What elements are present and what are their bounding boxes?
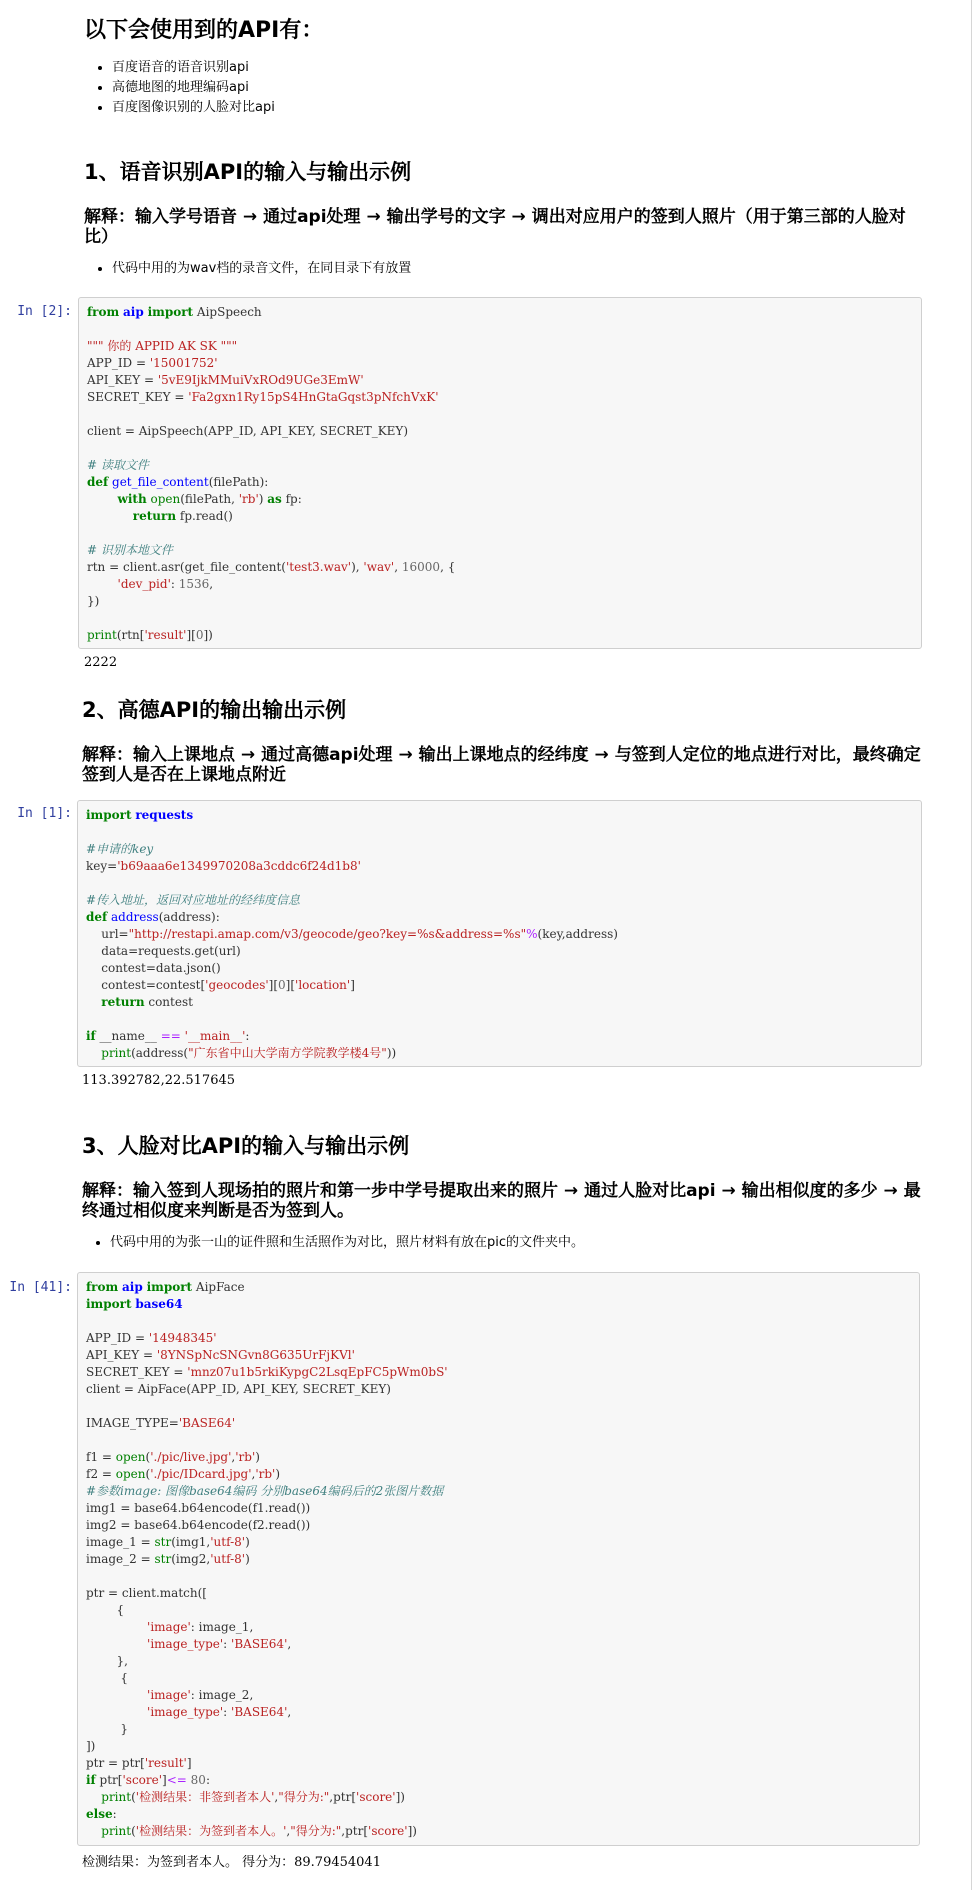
code-line [86,1483,911,1500]
code-token: ,ptr[ [329,1790,357,1804]
code-line [87,389,913,406]
code-token: SECRET_KEY = [87,390,189,404]
code-line [86,824,913,841]
code-token: 80 [190,1773,206,1787]
code-token: if [86,1773,96,1787]
code-token: 'location' [295,978,351,992]
code-token: f2 = [86,1467,116,1481]
intro-section [84,16,924,118]
code-line [87,474,913,491]
code-line [87,423,913,440]
code-token: with [117,492,147,506]
code-token: '14948345' [148,1331,217,1345]
code-token: : [170,577,179,591]
section2-explanation: 解释：输入上课地点 → 通过高德api处理 → 输出上课地点的经纬度 → 与签到人定位的地点进行对比，最终确定签到人是否在上课地点附近 [82,745,921,785]
section3-heading: 3、人脸对比API的输入与输出示例 [82,1134,410,1158]
code-token: ]) [395,1790,405,1804]
code-token: str [154,1552,172,1566]
code-token: (img1, [171,1535,211,1549]
code-token: ] [186,1756,192,1770]
code-token: import [86,808,132,822]
code-token: aip [122,1280,143,1294]
code-line [86,926,913,943]
code-line [86,1466,911,1483]
code-token: ]) [86,1739,96,1753]
code-token: open [115,1467,146,1481]
code-token [87,509,133,523]
code-token: , [394,560,402,574]
input-prompt: In [41]: [9,1280,72,1295]
code-line [86,1551,911,1568]
code-token: './pic/live.jpg' [150,1450,232,1464]
code-token: client = AipFace(APP_ID, API_KEY, SECRET_KEY) [86,1382,391,1396]
code-line [86,858,913,875]
code-line [87,440,913,457]
code-line [86,943,913,960]
code-token: ) [245,1535,250,1549]
section3-markdown [82,1132,922,1253]
code-line [86,1330,911,1347]
code-token: % [526,927,538,941]
code-token: data=requests.get(url) [86,944,241,958]
code-line [86,1721,911,1738]
code-token: { [86,1603,125,1617]
code-line [86,1772,911,1789]
code-token: SECRET_KEY = [86,1365,188,1379]
code-token: if [86,1029,96,1043]
code-line [86,1585,911,1602]
code-token: #传入地址，返回对应地址的经纬度信息 [86,893,301,907]
code-token: (address( [131,1046,189,1060]
list-item: • 高德地图的地理编码api [112,78,924,98]
code-token: 'image_type' [147,1705,224,1719]
code-token: : image_2, [190,1688,254,1702]
code-line [86,1045,913,1062]
code-line [86,1789,911,1806]
code-token: else [86,1807,113,1821]
code-editor[interactable] [78,297,922,649]
code-token: __name__ [95,1029,161,1043]
code-token: def [87,475,109,489]
code-token [86,1824,101,1838]
code-line [86,1568,911,1585]
code-token: 'score' [122,1773,163,1787]
code-token: ptr = client.match([ [86,1586,207,1600]
code-line [86,994,913,1011]
code-line [86,1653,911,1670]
code-line [86,1398,911,1415]
code-line [87,321,913,338]
code-token: IMAGE_TYPE= [86,1416,179,1430]
code-token: ( [131,1790,136,1804]
code-token: ,ptr[ [341,1824,369,1838]
code-line [87,542,913,559]
list-item: • 代码中用的为张一山的证件照和生活照作为对比，照片材料有放在pic的文件夹中。 [110,1233,922,1253]
code-token: API_KEY = [86,1348,157,1362]
code-line [87,593,913,610]
code-token: './pic/IDcard.jpg' [150,1467,252,1481]
code-token: 0 [195,628,204,642]
code-token: 'BASE64' [178,1416,236,1430]
code-token: base64 [135,1297,183,1311]
section1-explanation: 解释：输入学号语音 → 通过api处理 → 输出学号的文字 → 调出对应用户的签到人照片（用于第三部的人脸对比） [84,207,906,247]
code-line [87,576,913,593]
code-token: , [274,1790,279,1804]
code-token: 'test3.wav' [285,560,352,574]
code-token: 'image_type' [147,1637,224,1651]
code-token: 'rb' [238,492,259,506]
code-token: str [154,1535,172,1549]
code-token: fp: [281,492,302,506]
code-token: import [86,1297,132,1311]
code-token: "得分为:" [290,1824,342,1838]
code-token: ) [255,1450,260,1464]
code-token: 'utf-8' [210,1552,246,1566]
code-line [87,355,913,372]
code-token: 'BASE64' [231,1637,288,1651]
code-line [86,1313,911,1330]
code-token [86,1046,101,1060]
code-token: from [87,305,120,319]
code-token: aip [123,305,144,319]
list-item: • 百度图像识别的人脸对比api [112,98,924,118]
code-line [86,1823,911,1840]
code-line [86,1619,911,1636]
code-token: ptr[ [95,1773,123,1787]
page-right-border [971,0,972,1890]
code-line [86,960,913,977]
list-item: • 代码中用的为wav档的录音文件，在同目录下有放置 [112,259,924,279]
code-token: url= [86,927,129,941]
code-token: open [150,492,181,506]
code-token: #申请的key [86,842,154,856]
code-token: ] [162,1773,167,1787]
section1-heading: 1、语音识别API的输入与输出示例 [84,160,412,184]
code-token: : [205,1773,210,1787]
code-token: 'utf-8' [210,1535,246,1549]
code-line [87,457,913,474]
code-token: : image_1, [190,1620,254,1634]
code-token: 16000 [401,560,441,574]
code-token: 'Fa2gxn1Ry15pS4HnGtaGqst3pNfchVxK' [188,390,439,404]
code-token: # 识别本地文件 [87,543,173,557]
code-token: (filePath): [208,475,269,489]
code-token: , [251,1467,256,1481]
code-token: requests [135,808,194,822]
code-line [87,559,913,576]
code-token: '15001752' [149,356,218,370]
code-token: (img2, [171,1552,211,1566]
code-token: from [86,1280,119,1294]
code-token: contest=contest[ [86,978,206,992]
code-token: { [86,1671,128,1685]
code-token: , { [440,560,456,574]
code-token: AipFace [192,1280,245,1294]
code-token: import [147,305,194,319]
code-token: (filePath, [180,492,239,506]
code-token: # 读取文件 [87,458,149,472]
cell-output: 113.392782,22.517645 [82,1073,236,1088]
code-token: client = AipSpeech(APP_ID, API_KEY, SECRET_KEY) [87,424,409,438]
code-token: (address): [158,910,220,924]
code-token: "得分为:" [278,1790,330,1804]
code-line [86,1670,911,1687]
code-token [86,1790,101,1804]
code-token [87,577,118,591]
code-token: <= [166,1773,187,1787]
code-token: 'score' [368,1824,408,1838]
code-token: ( [145,1450,151,1464]
code-token: get_file_content [112,475,209,489]
code-token: ), [351,560,364,574]
code-line [87,406,913,423]
code-token: print [101,1046,132,1060]
code-line [86,1432,911,1449]
code-token: == [160,1029,181,1043]
code-token: 'image' [147,1620,191,1634]
code-line [86,1449,911,1466]
code-token: 'wav' [363,560,395,574]
code-token: }, [86,1654,128,1668]
code-token: open [115,1450,146,1464]
code-token: (rtn[ [116,628,145,642]
code-line [86,1011,913,1028]
code-token: ] [350,978,355,992]
code-token: : [112,1807,117,1821]
code-token: '__main__' [184,1029,246,1043]
code-line [86,1534,911,1551]
code-token: } [86,1722,128,1736]
code-line [86,1806,911,1823]
code-line [86,1755,911,1772]
section2-markdown [82,696,922,785]
code-token: f1 = [86,1450,116,1464]
code-token: 'rb' [255,1467,276,1481]
code-token: , [287,1637,292,1651]
section1-markdown [84,158,924,279]
code-token: print [101,1790,132,1804]
code-token: : [223,1705,232,1719]
code-token: ( [131,1824,136,1838]
code-token: 'b69aaa6e1349970208a3cddc6f24d1b8' [117,859,361,873]
code-token: def [86,910,108,924]
code-line [86,1636,911,1653]
intro-list [84,58,924,118]
code-line [86,1279,911,1296]
code-token: 'result' [144,1756,187,1770]
code-editor[interactable] [77,1272,920,1846]
code-token: return [132,509,177,523]
code-token: : [245,1029,250,1043]
code-token: img1 = base64.b64encode(f1.read()) [86,1501,311,1515]
code-line [86,1347,911,1364]
code-token: AipSpeech [193,305,262,319]
code-line [87,338,913,355]
code-token: img2 = base64.b64encode(f2.read()) [86,1518,311,1532]
code-line [87,525,913,542]
code-token: '检测结果：为签到者本人。' [135,1824,287,1838]
code-token: '检测结果：非签到者本人' [135,1790,275,1804]
code-token: ]) [203,628,213,642]
code-line [87,508,913,525]
code-token: ][ [186,628,196,642]
code-line [87,304,913,321]
code-token: APP_ID = [87,356,150,370]
code-token: key= [86,859,118,873]
code-line [86,1381,911,1398]
code-token: """ 你的 APPID AK SK """ [87,339,238,353]
code-token: ) [258,492,268,506]
code-token: , [209,577,214,591]
code-token: image_1 = [86,1535,155,1549]
code-token: 1536 [178,577,210,591]
intro-heading: 以下会使用到的API有： [84,18,324,43]
cell-output: 检测结果：为签到者本人。 得分为：89.79454041 [82,1855,381,1870]
code-token: )) [386,1046,397,1060]
code-token: 'dev_pid' [117,577,171,591]
code-token: print [87,628,117,642]
code-token: API_KEY = [87,373,158,387]
code-token: import [146,1280,193,1294]
code-token [86,1705,147,1719]
code-token: contest [144,995,193,1009]
code-token: ][ [285,978,296,992]
code-token: 'result' [144,628,187,642]
section3-notes [82,1233,922,1253]
code-line [87,491,913,508]
code-token: , [286,1824,291,1838]
code-token: 'mnz07u1b5rkiKypgC2LsqEpFC5pWm0bS' [187,1365,448,1379]
code-token: '5vE9IjkMMuiVxROd9UGe3EmW' [157,373,364,387]
input-prompt: In [1]: [17,806,72,821]
code-token [86,1620,147,1634]
code-token: : [223,1637,232,1651]
code-line [86,1602,911,1619]
code-line [86,1364,911,1381]
code-token: '8YNSpNcSNGvn8G635UrFjKVl' [156,1348,355,1362]
code-line [86,807,913,824]
list-item: • 百度语音的语音识别api [112,58,924,78]
code-line [86,892,913,909]
code-line [87,372,913,389]
code-line [86,1704,911,1721]
code-token: ( [145,1467,151,1481]
code-token: 'image' [147,1688,191,1702]
code-token: APP_ID = [86,1331,149,1345]
code-token: image_2 = [86,1552,155,1566]
code-token: ][ [268,978,279,992]
code-line [86,1517,911,1534]
code-line [87,627,913,644]
code-token: , [231,1450,236,1464]
code-token: 'rb' [235,1450,256,1464]
code-token [86,1637,147,1651]
code-line [86,1415,911,1432]
code-token: ]) [407,1824,417,1838]
code-token: return [101,995,145,1009]
code-line [86,977,913,994]
code-editor[interactable] [77,800,922,1067]
code-token: as [267,492,282,506]
code-line [87,610,913,627]
code-token: ) [245,1552,250,1566]
code-line [86,1296,911,1313]
code-token: , [287,1705,292,1719]
code-line [86,1687,911,1704]
code-token [86,995,101,1009]
code-token: address [111,910,159,924]
code-token [87,492,118,506]
code-token [86,1688,147,1702]
code-token: rtn = client.asr(get_file_content( [87,560,286,574]
code-line [86,909,913,926]
code-token: ) [275,1467,281,1481]
code-line [86,1028,913,1045]
section1-notes [84,259,924,279]
code-token: 'score' [356,1790,396,1804]
code-line [86,875,913,892]
code-token: 'geocodes' [205,978,269,992]
code-token: 'BASE64' [231,1705,288,1719]
code-token: "广东省中山大学南方学院教学楼4号" [188,1046,387,1060]
code-token: (key,address) [537,927,618,941]
code-line [86,1500,911,1517]
code-token: 0 [278,978,286,992]
code-token: fp.read() [176,509,233,523]
code-line [86,841,913,858]
cell-output: 2222 [84,655,118,670]
section3-explanation: 解释：输入签到人现场拍的照片和第一步中学号提取出来的照片 → 通过人脸对比api → 输出相似度的多少 → 最终通过相似度来判断是否为签到人。 [82,1181,921,1221]
code-token: }) [87,594,100,608]
section2-heading: 2、高德API的输出输出示例 [82,698,347,722]
code-line [86,1738,911,1755]
code-token: contest=data.json() [86,961,221,975]
code-token: "http://restapi.amap.com/v3/geocode/geo?key=%s&address=%s" [128,927,527,941]
code-token: ptr = ptr[ [86,1756,145,1770]
input-prompt: In [2]: [17,304,72,319]
code-token: #参数image: 图像base64编码 分别base64编码后的2张图片数据 [86,1484,444,1498]
code-token: print [101,1824,132,1838]
